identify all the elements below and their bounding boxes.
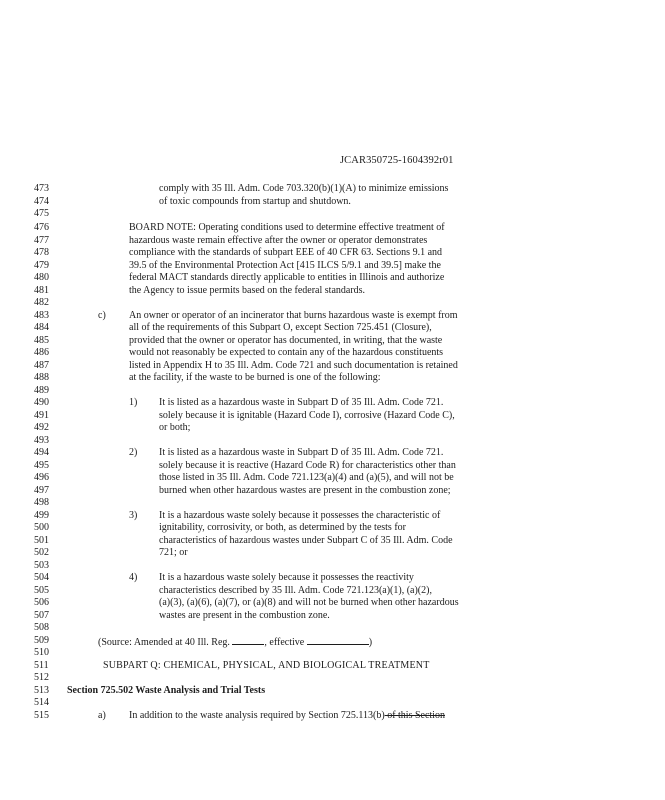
- line-number: 513: [34, 685, 49, 696]
- body-text-line: (a)(3), (a)(6), (a)(7), or (a)(8) and will not be burned when other hazardous: [159, 597, 459, 608]
- line-number: 515: [34, 710, 49, 721]
- register-blank: [232, 635, 264, 645]
- line-number: 490: [34, 397, 49, 408]
- section-heading: Section 725.502 Waste Analysis and Trial Tests: [67, 685, 266, 696]
- line-number: 477: [34, 235, 49, 246]
- body-text-line: or both;: [159, 422, 191, 433]
- line-number: 481: [34, 285, 49, 296]
- body-text-line: listed in Appendix H to 35 Ill. Adm. Code 721 and such documentation is retained: [129, 360, 458, 371]
- line-number: 483: [34, 310, 49, 321]
- body-text-line: solely because it is ignitable (Hazard Code I), corrosive (Hazard Code C),: [159, 410, 455, 421]
- line-number: 475: [34, 208, 49, 219]
- line-number: 491: [34, 410, 49, 421]
- line-number: 508: [34, 622, 49, 633]
- item-label: 1): [129, 397, 138, 408]
- line-number: 496: [34, 472, 49, 483]
- body-text-line: characteristics described by 35 Ill. Adm. Code 721.123(a)(1), (a)(2),: [159, 585, 432, 596]
- source-note-text: (Source: Amended at 40 Ill. Reg.: [98, 637, 233, 648]
- body-text-line: provided that the owner or operator has documented, in writing, that the waste: [129, 335, 443, 346]
- body-text-line: characteristics of hazardous wastes under Subpart C of 35 Ill. Adm. Code: [159, 535, 453, 546]
- effective-date-blank: [307, 635, 369, 645]
- item-label: 4): [129, 572, 138, 583]
- struck-text: of this Section: [384, 710, 445, 721]
- body-text-line: all of the requirements of this Subpart O, except Section 725.451 (Closure),: [129, 322, 432, 333]
- line-number: 500: [34, 522, 49, 533]
- line-number: 476: [34, 222, 49, 233]
- body-text-line: It is listed as a hazardous waste in Subpart D of 35 Ill. Adm. Code 721.: [159, 397, 444, 408]
- line-number: 473: [34, 183, 49, 194]
- line-number: 480: [34, 272, 49, 283]
- body-text-line: wastes are present in the combustion zone.: [159, 610, 330, 621]
- line-number: 504: [34, 572, 49, 583]
- line-number: 507: [34, 610, 49, 621]
- source-note-text: , effective: [264, 637, 307, 648]
- item-label: 2): [129, 447, 138, 458]
- board-note-text: federal MACT standards directly applicable to entities in Illinois and authorize: [129, 272, 445, 283]
- board-note-text: compliance with the standards of subpart EEE of 40 CFR 63. Sections 9.1 and: [129, 247, 443, 258]
- line-number: 501: [34, 535, 49, 546]
- line-number: 478: [34, 247, 49, 258]
- body-text-line: at the facility, if the waste to be burned is one of the following:: [129, 372, 381, 383]
- source-note-text: ): [368, 637, 373, 648]
- line-number: 499: [34, 510, 49, 521]
- line-number: 488: [34, 372, 49, 383]
- document-id-header: JCAR350725-1604392r01: [340, 155, 454, 166]
- body-text-line: solely because it is reactive (Hazard Code R) for characteristics other than: [159, 460, 456, 471]
- line-number: 514: [34, 697, 49, 708]
- line-number: 512: [34, 672, 49, 683]
- body-text-line: 721; or: [159, 547, 188, 558]
- subsection-label: c): [98, 310, 106, 321]
- line-number: 502: [34, 547, 49, 558]
- line-number: 492: [34, 422, 49, 433]
- body-text-line: [129, 710, 445, 721]
- board-note-text: the Agency to issue permits based on the federal standards.: [129, 285, 366, 296]
- body-text-line: ignitability, corrosivity, or both, as determined by the tests for: [159, 522, 406, 533]
- line-number: 482: [34, 297, 49, 308]
- line-number: 495: [34, 460, 49, 471]
- line-number: 487: [34, 360, 49, 371]
- body-text-line: It is a hazardous waste solely because it possesses the characteristic of: [159, 510, 441, 521]
- line-number: 489: [34, 385, 49, 396]
- line-number: 484: [34, 322, 49, 333]
- body-text-line: It is a hazardous waste solely because it possesses the reactivity: [159, 572, 414, 583]
- board-note-text: hazardous waste remain effective after the owner or operator demonstrates: [129, 235, 428, 246]
- body-text-line: those listed in 35 Ill. Adm. Code 721.123(a)(4) and (a)(5), and will not be: [159, 472, 454, 483]
- board-note-text: BOARD NOTE: Operating conditions used to determine effective treatment of: [129, 222, 445, 233]
- body-text-line: An owner or operator of an incinerator that burns hazardous waste is exempt from: [129, 310, 458, 321]
- body-text: In addition to the waste analysis required by Section 725.113(b): [129, 710, 385, 721]
- line-number: 498: [34, 497, 49, 508]
- body-text-line: comply with 35 Ill. Adm. Code 703.320(b)(1)(A) to minimize emissions: [159, 183, 449, 194]
- subsection-label: a): [98, 710, 106, 721]
- line-number: 505: [34, 585, 49, 596]
- line-number: 474: [34, 196, 49, 207]
- line-number: 506: [34, 597, 49, 608]
- line-number: 511: [34, 660, 49, 671]
- line-number: 486: [34, 347, 49, 358]
- item-label: 3): [129, 510, 138, 521]
- line-number: 509: [34, 635, 49, 646]
- line-number: 503: [34, 560, 49, 571]
- line-number: 510: [34, 647, 49, 658]
- body-text-line: burned when other hazardous wastes are present in the combustion zone;: [159, 485, 451, 496]
- source-note: [98, 635, 372, 648]
- line-number: 479: [34, 260, 49, 271]
- line-number: 493: [34, 435, 49, 446]
- board-note-text: 39.5 of the Environmental Protection Act [415 ILCS 5/9.1 and 39.5] make the: [129, 260, 441, 271]
- line-number: 497: [34, 485, 49, 496]
- line-number: 494: [34, 447, 49, 458]
- line-number: 485: [34, 335, 49, 346]
- body-text-line: It is listed as a hazardous waste in Subpart D of 35 Ill. Adm. Code 721.: [159, 447, 444, 458]
- subpart-heading: SUBPART Q: CHEMICAL, PHYSICAL, AND BIOLOGICAL TREATMENT: [103, 660, 430, 671]
- body-text-line: of toxic compounds from startup and shutdown.: [159, 196, 351, 207]
- body-text-line: would not reasonably be expected to contain any of the hazardous constituents: [129, 347, 444, 358]
